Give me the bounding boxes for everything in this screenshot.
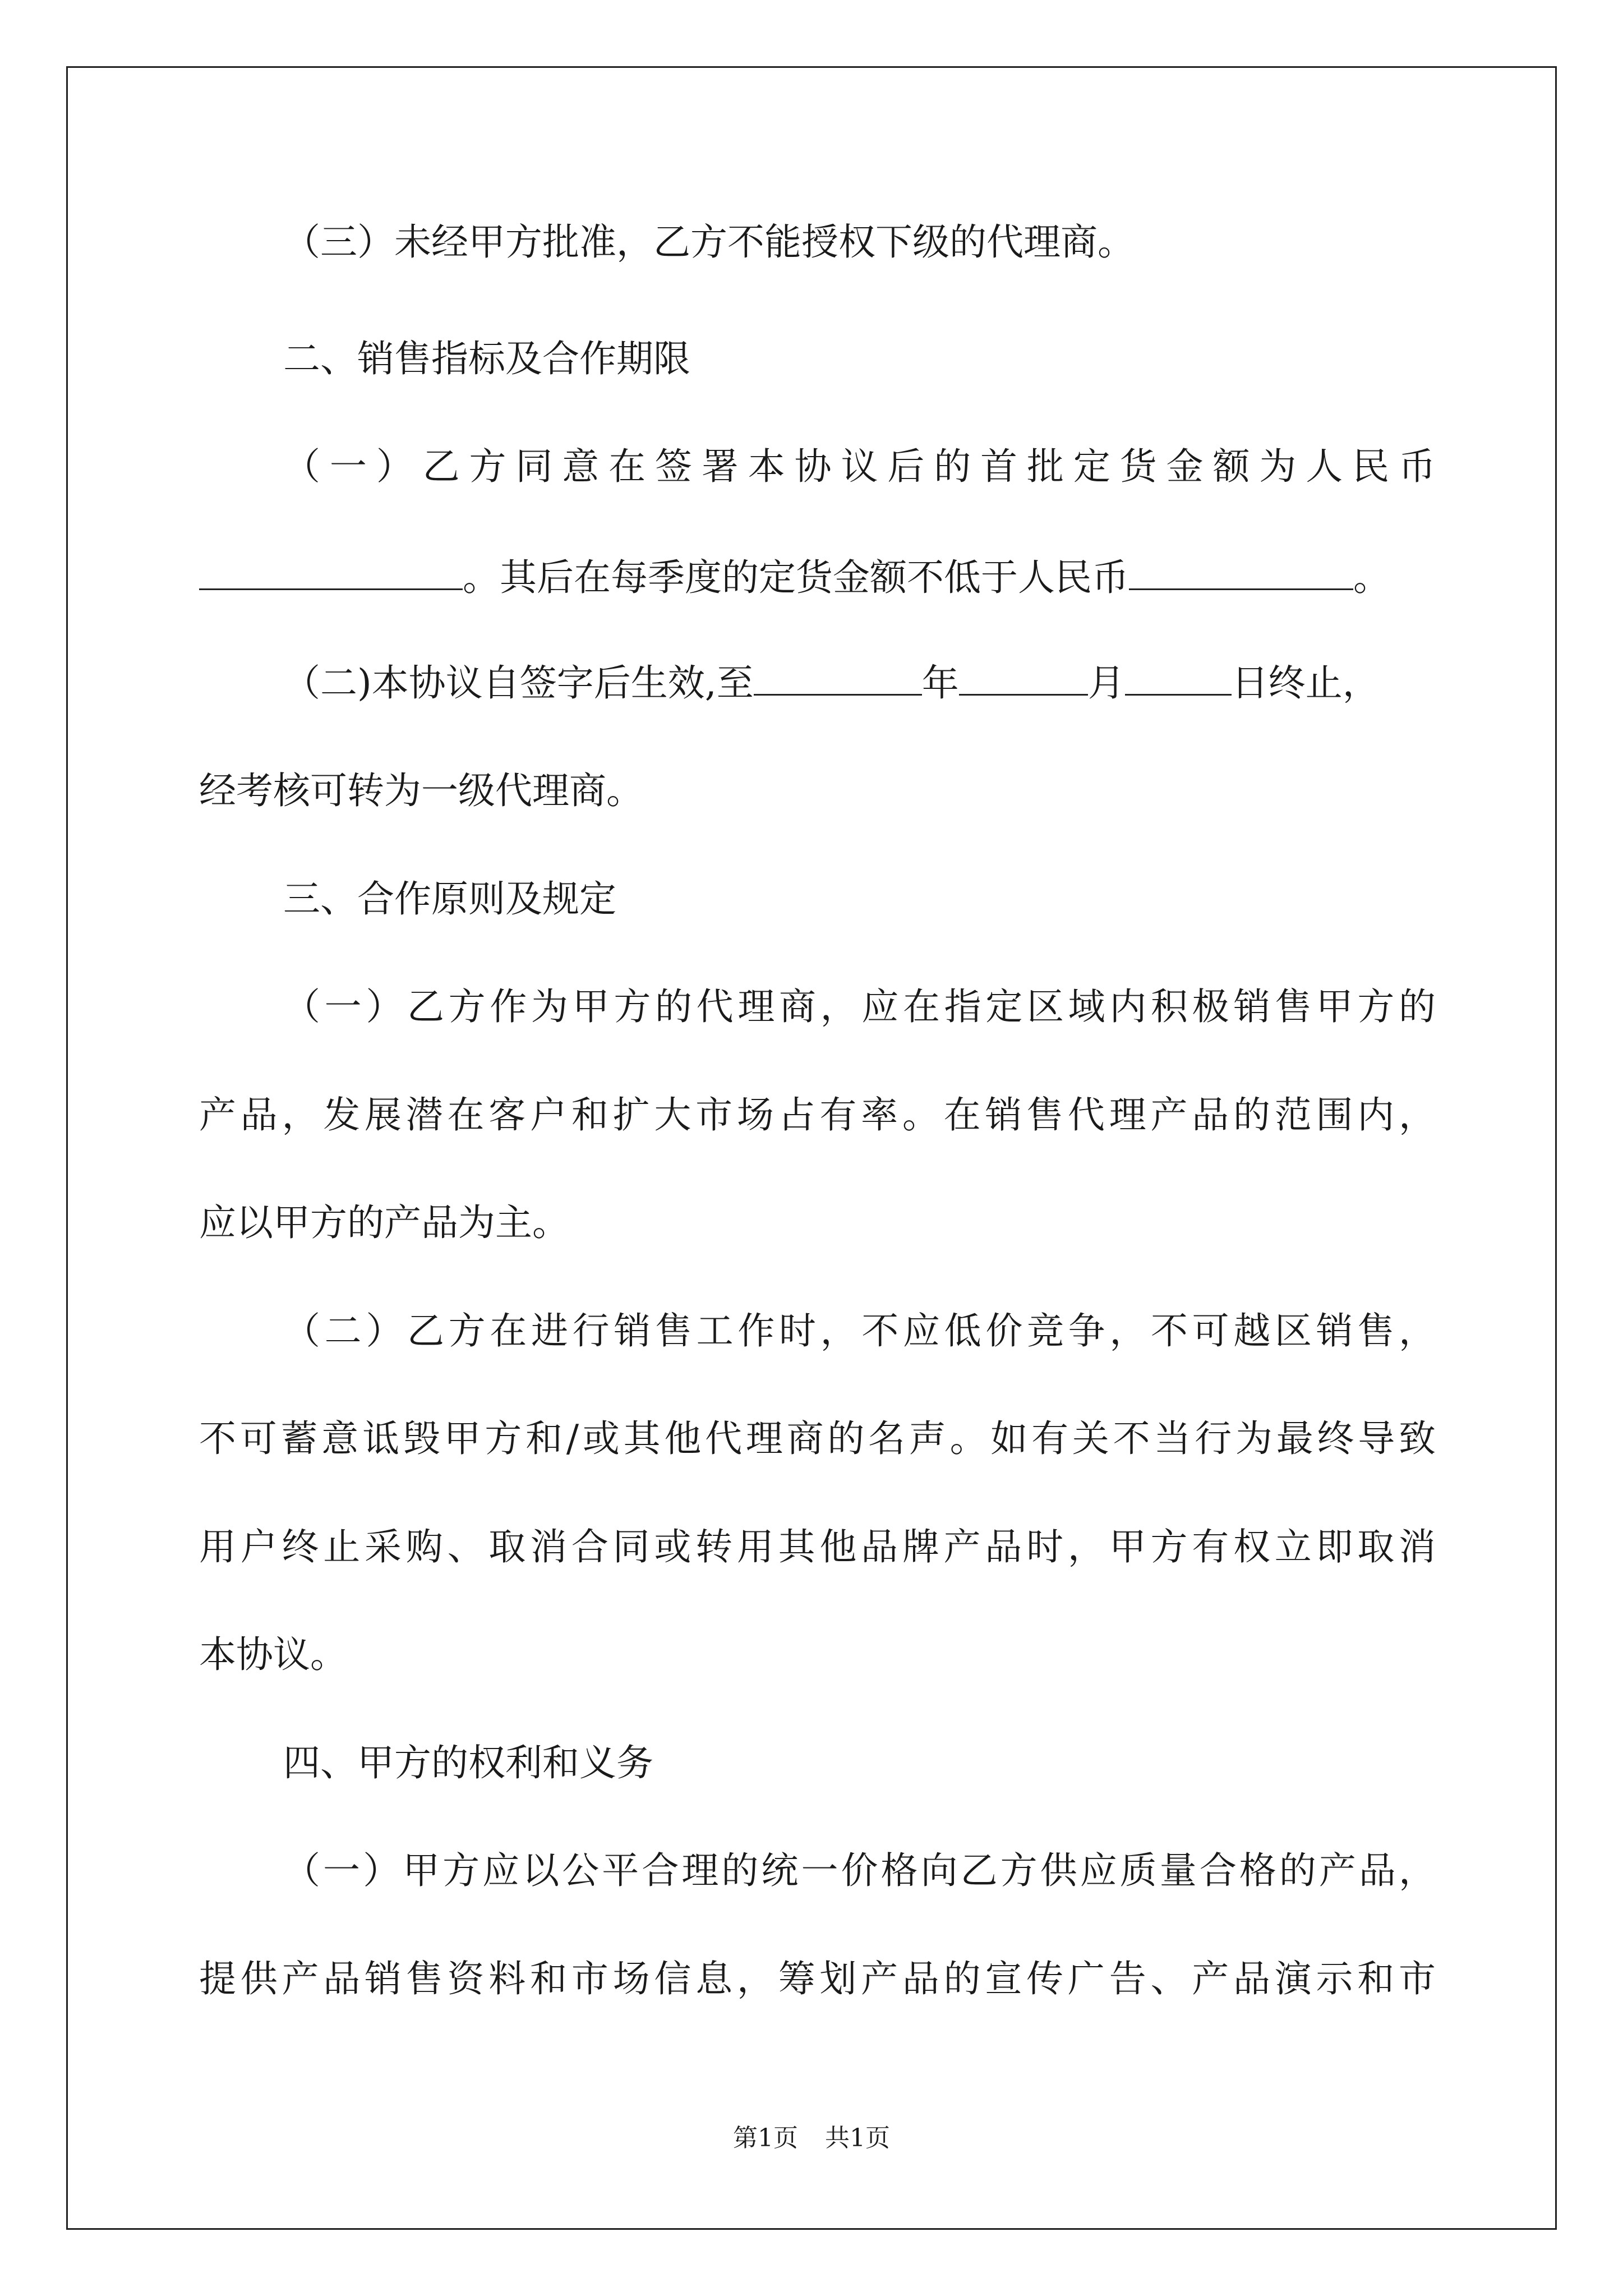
paragraph-line: （一）乙方同意在签署本协议后的首批定货金额为人民币	[283, 445, 1436, 488]
paragraph-line: （三）未经甲方批准，乙方不能授权下级的代理商。	[283, 220, 1135, 264]
fill-in-blank[interactable]	[1129, 556, 1353, 590]
page-footer	[0, 2123, 1623, 2154]
text-segment: 日终止，	[1231, 661, 1380, 705]
text-segment: 。	[1353, 556, 1390, 599]
fill-in-blank[interactable]	[959, 661, 1088, 696]
paragraph-line-with-blanks	[283, 661, 1380, 706]
text-segment: 。其后在每季度的定货金额不低于人民币	[463, 556, 1129, 599]
text-segment: 年	[921, 661, 959, 705]
page-number: 第1页	[733, 2124, 798, 2152]
paragraph-line: 应以甲方的产品为主。	[199, 1201, 569, 1244]
paragraph-line: （二）乙方在进行销售工作时，不应低价竞争，不可越区销售，	[283, 1309, 1436, 1352]
paragraph-line: 不可蓄意诋毁甲方和/或其他代理商的名声。如有关不当行为最终导致	[199, 1417, 1436, 1460]
section-heading: 四、甲方的权利和义务	[283, 1741, 653, 1784]
paragraph-line: （一）乙方作为甲方的代理商，应在指定区域内积极销售甲方的	[283, 985, 1436, 1028]
paragraph-line: 本协议。	[199, 1633, 347, 1676]
paragraph-line-with-blanks	[199, 555, 1390, 600]
section-heading: 二、销售指标及合作期限	[283, 337, 690, 380]
page-total: 共1页	[825, 2124, 890, 2152]
text-segment: 月	[1087, 661, 1125, 705]
paragraph-line: 经考核可转为一级代理商。	[199, 769, 643, 812]
text-segment: （二)本协议自签字后生效,至	[283, 661, 754, 705]
section-heading: 三、合作原则及规定	[283, 877, 616, 921]
fill-in-blank[interactable]	[199, 556, 463, 590]
paragraph-line: （一）甲方应以公平合理的统一价格向乙方供应质量合格的产品，	[283, 1849, 1436, 1892]
paragraph-line: 产品，发展潜在客户和扩大市场占有率。在销售代理产品的范围内，	[199, 1093, 1436, 1137]
fill-in-blank[interactable]	[754, 661, 922, 696]
page-border	[66, 66, 1557, 2230]
paragraph-line: 用户终止采购、取消合同或转用其他品牌产品时，甲方有权立即取消	[199, 1525, 1436, 1568]
fill-in-blank[interactable]	[1125, 661, 1232, 696]
paragraph-line: 提供产品销售资料和市场信息，筹划产品的宣传广告、产品演示和市	[199, 1957, 1436, 2000]
